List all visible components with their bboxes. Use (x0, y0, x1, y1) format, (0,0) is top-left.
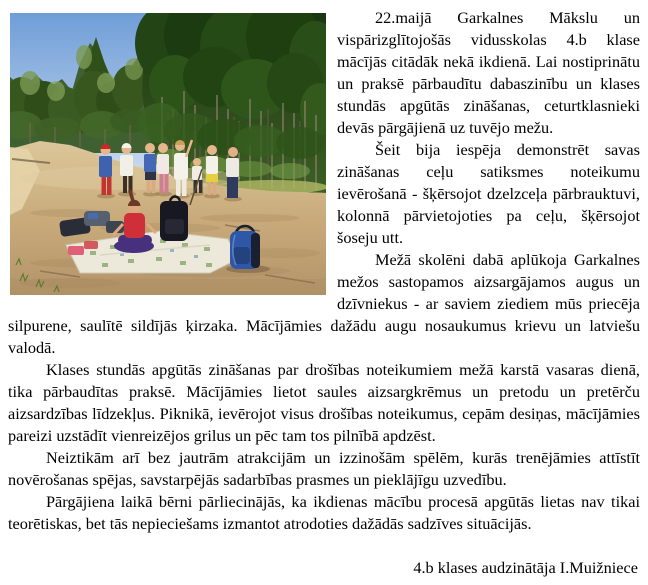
class-hike-photo (10, 13, 326, 295)
paragraph-6: Pārgājiena laikā bērni pārliecinājās, ka ikdienas mācību procesā apgūtās lietas nav tikai teorētiskas, bet tās nepieciešams izmantot atrodoties dažādās sadzīves situācijās. (8, 492, 640, 533)
paragraph-4: Klases stundās apgūtās zināšanas par drošības noteikumiem mežā karstā vasaras dienā, tika pārbaudītas praksē. Mācījāmies lietot saules aizsargkrēmus un pretodu un pretērču aizsardzības līdzekļus. Piknikā, ievērojot visus drošības noteikumus, cepām desiņas, mācījāmies pareizi uzstādīt vienreizējos grilus un pēc tam tos pilnībā apdzēst. (8, 360, 640, 445)
signature: 4.b klases audzinātāja I.Muižniece (413, 558, 638, 577)
paragraph-2: Šeit bija iespēja demonstrēt savas zināšanas ceļu satiksmes noteikumu ievērošanā - šķērsojot dzelzceļa pārbrauktuvi, kolonnā pārvietojoties pa ceļu, šķērsojot šoseju utt. (337, 140, 640, 247)
paragraph-5: Neiztikām arī bez jautrām atrakcijām un izzinošām spēlēm, kurās trenējāmies attīstīt novērošanas spējas, savstarpējās sadarbības prasmes un pieklājīgu uzvedību. (8, 448, 640, 489)
photo-illustration (10, 13, 326, 295)
paragraph-3: Mežā skolēni dabā aplūkoja Garkalnes mežos sastopamos aizsargājamos augus un dzīvniekus - ar saviem ziediem mūs priecēja silpurene, saulītē sildījās ķirzaka. Mācījāmies dažādu augu nosaukumus krievu un latviešu valodā. (8, 250, 640, 357)
paragraph-1: 22.maijā Garkalnes Mākslu un vispārizglītojošās vidusskolas 4.b klase mācījās citādāk nekā ikdienā. Lai nostiprinātu un praksē pārbaudītu dabaszinību un klases stundās apgūtās zināšanas, ceturtklasnieki devās pārgājienā uz tuvējo mežu. (337, 8, 640, 137)
